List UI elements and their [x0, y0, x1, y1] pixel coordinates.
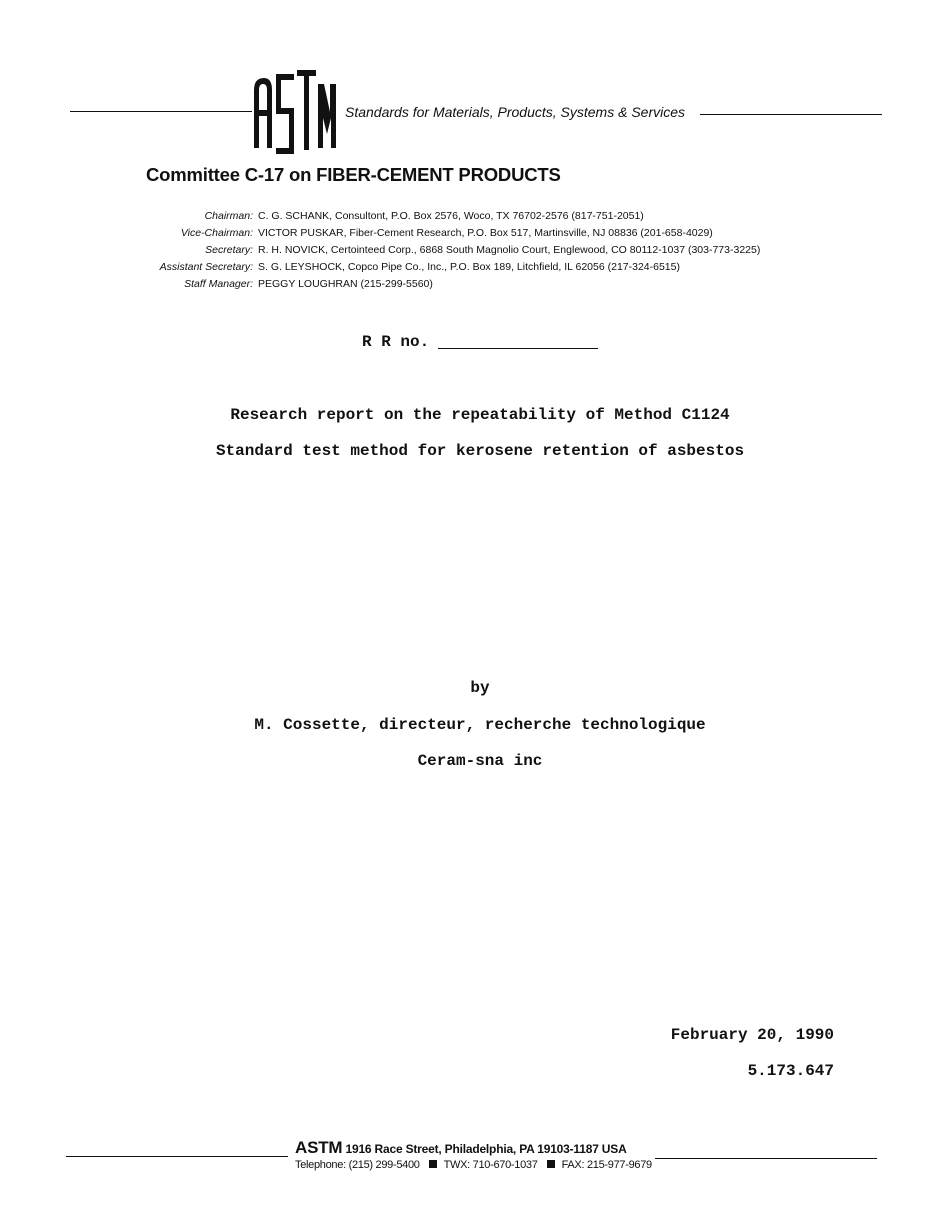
officer-detail: S. G. LEYSHOCK, Copco Pipe Co., Inc., P.O. Box 189, Litchfield, IL 62056 (217-324-6515) — [258, 261, 680, 273]
committee-title: Committee C-17 on FIBER-CEMENT PRODUCTS — [146, 164, 561, 185]
rr-number-label: R R no. — [362, 333, 430, 351]
officer-detail: R. H. NOVICK, Certointeed Corp., 6868 South Magnolio Court, Englewood, CO 80112-1037 (303-773-3225) — [258, 244, 761, 256]
officer-detail: C. G. SCHANK, Consultont, P.O. Box 2576, Woco, TX 76702-2576 (817-751-2051) — [258, 210, 644, 222]
footer-brand: ASTM — [295, 1138, 343, 1157]
tagline: Standards for Materials, Products, Systems & Services — [345, 104, 686, 120]
officer-detail: VICTOR PUSKAR, Fiber-Cement Research, P.O. Box 517, Martinsville, NJ 08836 (201-658-4029) — [258, 227, 713, 239]
footer-address — [295, 1138, 627, 1158]
officer-role: Secretary: — [205, 244, 253, 256]
footer-telephone: Telephone: (215) 299-5400 — [295, 1159, 420, 1171]
report-reference: 5.173.647 — [747, 1062, 834, 1080]
footer-rule-right — [655, 1158, 877, 1159]
author: M. Cossette, directeur, recherche technologique — [254, 716, 706, 734]
officer-detail: PEGGY LOUGHRAN (215-299-5560) — [258, 278, 433, 290]
officer-row — [140, 242, 760, 259]
officer-row — [140, 259, 760, 276]
officer-row — [140, 276, 760, 293]
by-label: by — [470, 679, 490, 697]
bullet-square-icon — [547, 1160, 555, 1168]
officer-row — [140, 225, 760, 242]
officers-list — [140, 208, 760, 293]
rr-number-blank — [438, 348, 598, 349]
footer-twx: TWX: 710-670-1037 — [443, 1159, 538, 1171]
footer-rule-left — [66, 1156, 288, 1157]
officer-role: Vice-Chairman: — [180, 227, 253, 239]
header-rule-right — [700, 114, 882, 115]
officer-role: Staff Manager: — [184, 278, 253, 290]
officer-role: Chairman: — [204, 210, 253, 222]
report-title-line2: Standard test method for kerosene retention of asbestos — [215, 442, 745, 460]
report-title-line1: Research report on the repeatability of Method C1124 — [230, 406, 730, 424]
report-date: February 20, 1990 — [670, 1026, 834, 1044]
officer-role: Assistant Secretary: — [159, 261, 253, 273]
bullet-square-icon — [429, 1160, 437, 1168]
officer-row — [140, 208, 760, 225]
footer-fax: FAX: 215-977-9679 — [561, 1159, 652, 1171]
astm-logo — [250, 68, 340, 158]
footer-street: 1916 Race Street, Philadelphia, PA 19103-1187 USA — [345, 1142, 627, 1156]
header-rule-left — [70, 111, 252, 112]
organization: Ceram-sna inc — [417, 752, 543, 770]
astm-logo-mark — [250, 68, 340, 158]
footer-contact — [295, 1159, 652, 1171]
